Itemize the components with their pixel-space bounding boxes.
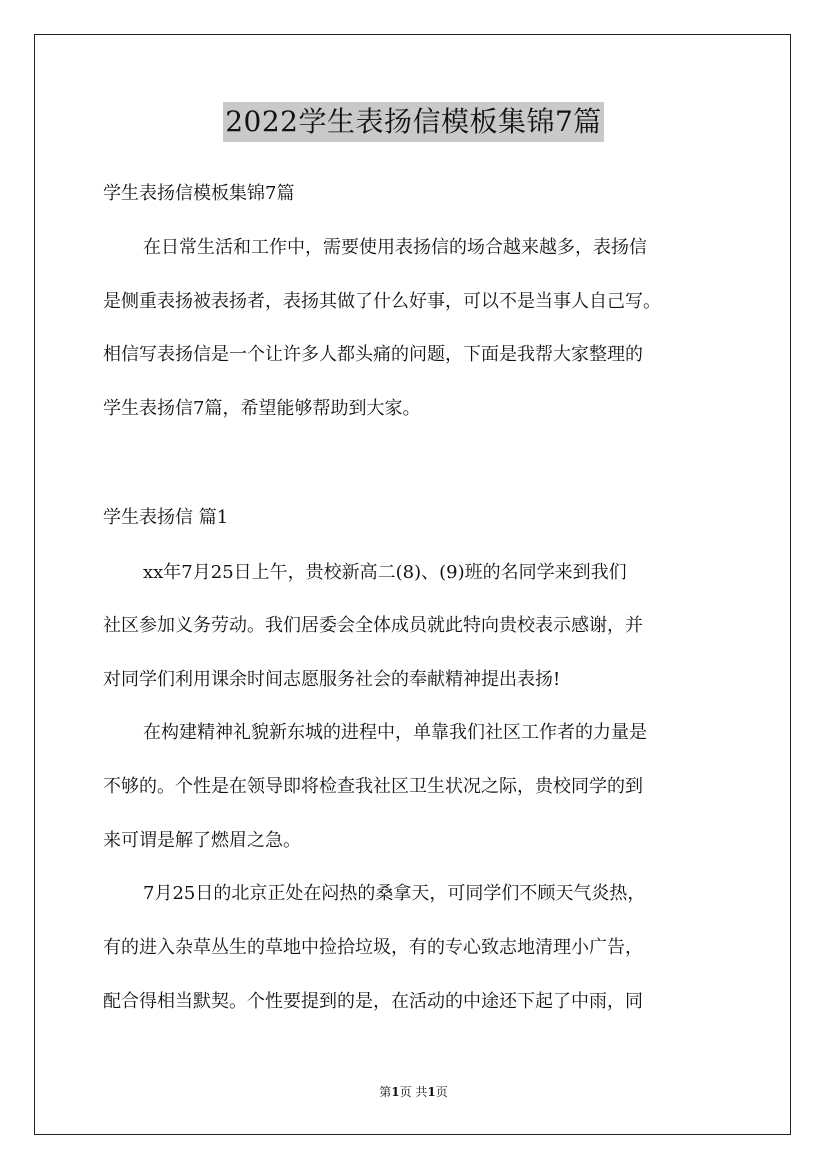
title-container: [0, 102, 827, 142]
footer-suffix: 页: [435, 1085, 448, 1099]
intro-line-1: 在日常生活和工作中，需要使用表扬信的场合越来越多，表扬信: [143, 237, 647, 258]
intro-line-4: 学生表扬信7篇，希望能够帮助到大家。: [103, 398, 421, 419]
para3-line-2: 有的进入杂草丛生的草地中捡拾垃圾，有的专心致志地清理小广告，: [103, 937, 643, 958]
intro-line-2: 是侧重表扬被表扬者，表扬其做了什么好事，可以不是当事人自己写。: [103, 291, 661, 312]
para2-line-3: 来可谓是解了燃眉之急。: [103, 830, 301, 851]
footer-mid: 页 共: [399, 1085, 428, 1099]
para3-line-1: 7月25日的北京正处在闷热的桑拿天，可同学们不顾天气炎热，: [143, 883, 646, 904]
para3-line-3: 配合得相当默契。个性要提到的是，在活动的中途还下起了中雨，同: [103, 991, 643, 1012]
para2-line-2: 不够的。个性是在领导即将检查我社区卫生状况之际，贵校同学的到: [103, 776, 643, 797]
para1-line-2: 社区参加义务劳动。我们居委会全体成员就此特向贵校表示感谢，并: [103, 615, 643, 636]
document-title: 2022学生表扬信模板集锦7篇: [223, 102, 604, 142]
document-subtitle: 学生表扬信模板集锦7篇: [103, 183, 295, 204]
para1-line-3: 对同学们利用课余时间志愿服务社会的奉献精神提出表扬!: [103, 669, 561, 690]
intro-line-3: 相信写表扬信是一个让许多人都头痛的问题，下面是我帮大家整理的: [103, 344, 643, 365]
section-heading: 学生表扬信 篇1: [103, 507, 229, 528]
footer-prefix: 第: [379, 1085, 392, 1099]
footer-page-current: 1: [391, 1085, 400, 1099]
footer-page-total: 1: [427, 1085, 436, 1099]
para2-line-1: 在构建精神礼貌新东城的进程中，单靠我们社区工作者的力量是: [143, 722, 647, 743]
para1-line-1: xx年7月25日上午，贵校新高二(8)、(9)班的名同学来到我们: [143, 562, 627, 583]
page-footer: [0, 1084, 827, 1100]
